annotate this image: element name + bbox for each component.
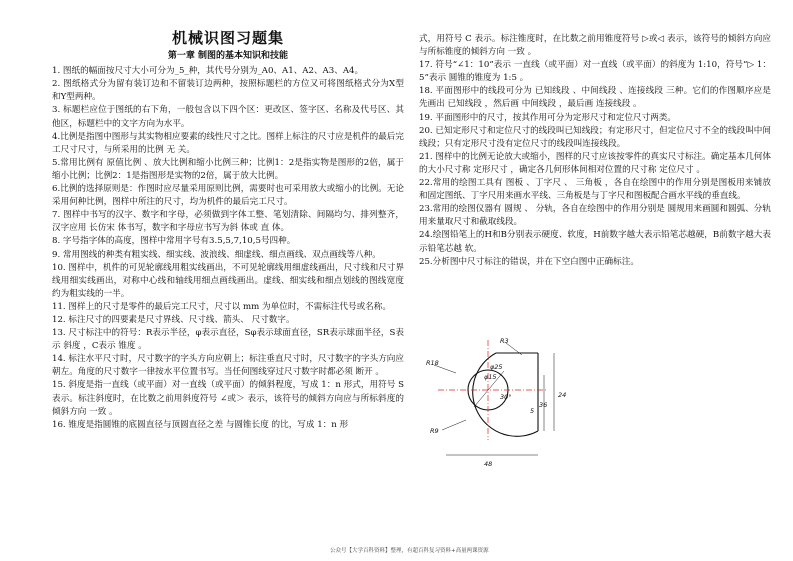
question-item: 21. 图样中的比例无论放大或缩小，图样的尺寸应该按零件的真实尺寸标注。确定基本几何体的大小尺寸称 定形尺寸 ，确定各几何形体间相对位置的尺寸称 定位尺寸 。 (419, 151, 771, 175)
label-phi25: φ25 (490, 363, 503, 371)
label-24: 24 (558, 391, 567, 399)
question-item: 10. 图样中，机件的可见轮廓线用粗实线画出，不可见轮廓线用细虚线画出，尺寸线和尺寸界线用细实线画出，对称中心线和轴线用细点画线画出。虚线、细实线和细点划线的图线宽度约为粗实线的一半。 (52, 262, 404, 299)
right-question-list (419, 33, 771, 269)
question-item: 11. 图样上的尺寸是零件的最后完工尺寸，尺寸以 mm 为单位时，不需标注代号或名称。 (52, 301, 391, 312)
left-question-list (52, 65, 404, 432)
question-item: 22.常用的绘图工具有 图板 、丁字尺 、 三角板 ，各自在绘图中的作用分别是图板用来铺放和固定图纸、丁字尺用来画水平线、三角板是与丁字尺和图板配合画水平线的垂直线。 (419, 178, 771, 202)
question-item: 9. 常用图线的种类有粗实线、细实线、波浪线、细虚线、细点画线、双点画线等八种。 (52, 249, 381, 260)
document-title: 机械识图习题集 (171, 29, 284, 47)
question-item: 20. 已知定形尺寸和定位尺寸的线段叫已知线段；有定形尺寸，但定位尺寸不全的线段叫中间线段；只有定形尺寸没有定位尺寸的线段叫连接线段。 (419, 125, 771, 149)
question-item: 8. 字号指字体的高度，图样中常用字号有3.5,5,7,10,5号四种。 (52, 236, 296, 247)
question-item: 19. 平面图形中的尺寸，按其作用可分为定形尺寸和定位尺寸两类。 (419, 112, 677, 123)
question-item: 式，用符号 C 表示。标注锥度时，在比数之前用锥度符号 ▷或◁ 表示，该符号的倾斜方向应与所标锥度的倾斜方向 一致 。 (419, 34, 771, 58)
label-r9: R9 (430, 427, 439, 435)
question-item: 6.比例的选择原则是：作图时应尽量采用原则比例，需要时也可采用放大或缩小的比例。无论采用何种比例，图样中所注的尺寸，均为机件的最后完工尺寸。 (52, 184, 404, 208)
question-item: 5.常用比例有 原值比例 、放大比例和缩小比例三种；比例1：2是指实物是图形的2倍，属于缩小比例；比例2：1是指图形是实物的2倍，属于放大比例。 (52, 157, 404, 181)
label-36: 36 (539, 401, 548, 409)
label-angle: 30° (500, 393, 512, 401)
dimension-figure (426, 335, 606, 470)
chapter-heading: 第一章 制图的基本知识和技能 (167, 51, 289, 62)
dim-r9-leader (442, 420, 466, 430)
question-item: 18. 平面图形中的线段可分为 已知线段 、中间线段 、连接线段 三种。它们的作图顺序应是先画出 已知线段 ，然后画 中间线段 ，最后画 连接线段 。 (419, 86, 771, 110)
question-item: 7. 图样中书写的汉字、数字和字母，必须做到字体工整、笔划清除、间隔均匀、排列整齐，汉字应用 长仿宋 体书写，数字和字母应书写为斜 体或 直 体。 (52, 210, 404, 234)
question-item: 2. 图纸格式分为留有装订边和不留装订边两种，按照标题栏的方位又可将图纸格式分为X型和Y型两种。 (52, 79, 404, 103)
question-item: 3. 标题栏应位于图纸的右下角，一般包含以下四个区：更改区、签字区、名称及代号区、其他区，标题栏中的文字方向为水平。 (52, 105, 404, 129)
right-column (419, 0, 771, 269)
question-item: 1. 图纸的幅面按尺寸大小可分为_5_种，其代号分别为_A0、A1、A2、A3、A4。 (52, 66, 364, 77)
question-item: 23.常用的绘图仪器有 圆规 、 分轨，各自在绘图中的作用分别是 圆规用来画圆和圆弧、分轨用来量取尺寸和截取线段。 (419, 204, 771, 228)
question-item: 4.比例是指图中图形与其实物相应要素的线性尺寸之比。图样上标注的尺寸应是机件的最后完工尺寸尺寸，与所采用的比例 无 关。 (52, 131, 404, 155)
question-item: 25.分析图中尺寸标注的错误，并在下空白图中正确标注。 (419, 256, 639, 267)
question-item: 14. 标注水平尺寸时，尺寸数字的字头方向应朝上；标注垂直尺寸时，尺寸数字的字头方向应朝左。角度的尺寸数字一律按水平位置书写。当任何图线穿过尺寸数字时都必须 断开 。 (52, 354, 404, 378)
label-five: 5 (530, 407, 535, 415)
label-48: 48 (484, 460, 493, 468)
label-r3: R3 (500, 337, 509, 345)
question-item: 13. 尺寸标注中的符号：R表示半径，φ表示直径，Sφ表示球面直径，SR表示球面半径，S表示 斜度 ，C表示 锥度 。 (52, 328, 404, 352)
label-r18: R18 (426, 359, 439, 367)
footer-note: 公众号【大学百科资料】整理，有超百科复习资料+高量两课资源 (330, 548, 489, 554)
left-column (52, 0, 404, 432)
question-item: 17. 符号“∠1：10”表示 一直线（或平面）对一直线（或平面）的斜度为 1:10，符号“▷ 1：5”表示 圆锥的锥度为 1:5 。 (419, 60, 771, 84)
question-item: 15. 斜度是指一直线（或平面）对一直线（或平面）的倾斜程度，写成 1：n 形式，用符号 S 表示。标注斜度时，在比数之前用斜度符号 ∠或＞ 表示，该符号的倾斜方向应与所标斜度的倾斜方向 一致 。 (52, 380, 404, 417)
question-item: 12. 标注尺寸的四要素是尺寸界线、尺寸线、箭头、 尺寸数字。 (52, 314, 295, 325)
label-phi15: φ15 (484, 373, 497, 381)
question-item: 24.绘图铅笔上的H和B分别表示硬度、软度，H前数字越大表示铅笔芯越硬，B前数字越大表示铅笔芯越 软。 (419, 230, 771, 254)
question-item: 16. 锥度是指圆锥的底圆直径与顶圆直径之差 与圆锥长度 的比，写成 1：n 形 (52, 419, 349, 430)
